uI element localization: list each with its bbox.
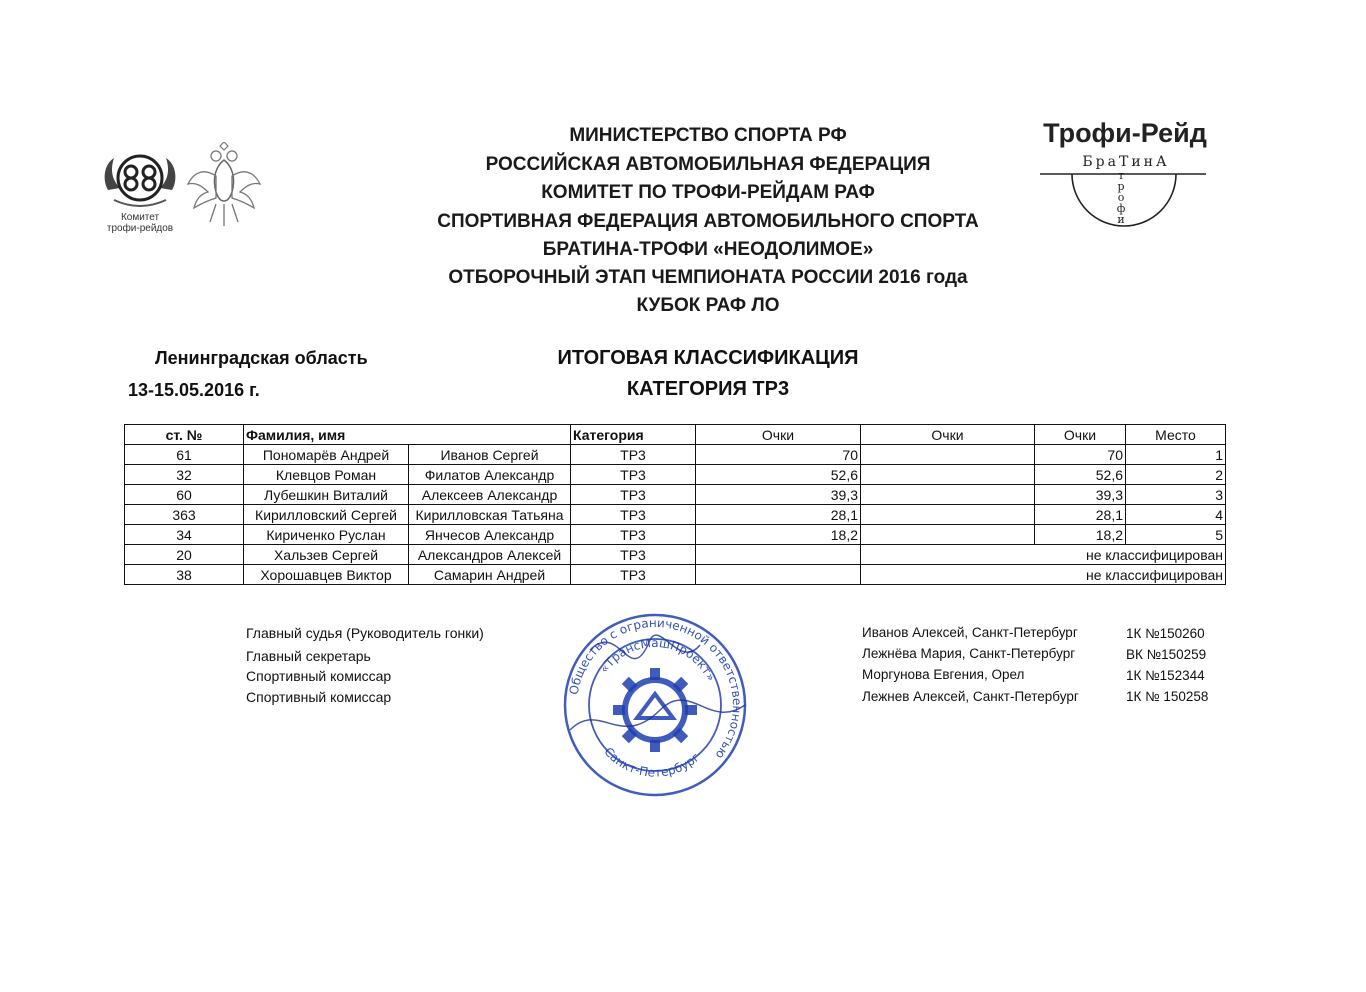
committee-caption: Комитет трофи-рейдов — [106, 212, 174, 234]
cell-navigator: Кирилловская Татьяна — [409, 505, 571, 525]
cell-points-2 — [861, 485, 1035, 505]
cell-points-3: 39,3 — [1035, 485, 1126, 505]
official-license: 1К №152344 — [1126, 668, 1205, 683]
cell-driver: Пономарёв Андрей — [244, 445, 409, 465]
cell-category: ТР3 — [571, 565, 696, 585]
cell-navigator: Самарин Андрей — [409, 565, 571, 585]
official-name: Иванов Алексей, Санкт-Петербург — [862, 625, 1078, 640]
committee-logo — [100, 150, 180, 212]
cell-place: 4 — [1126, 505, 1226, 525]
cell-num: 60 — [125, 485, 244, 505]
table-row — [125, 445, 1226, 465]
results-title: ИТОГОВАЯ КЛАССИФИКАЦИЯ — [557, 347, 859, 369]
table-row — [125, 465, 1226, 485]
cell-place: 2 — [1126, 465, 1226, 485]
region-label: Ленинградская область — [155, 348, 368, 368]
cell-points-1 — [696, 545, 861, 565]
official-name: Лежнев Алексей, Санкт-Петербург — [862, 689, 1079, 704]
cell-driver: Хорошавцев Виктор — [244, 565, 409, 585]
cell-navigator: Алексеев Александр — [409, 485, 571, 505]
results-table — [124, 424, 1226, 585]
cell-category: ТР3 — [571, 545, 696, 565]
cell-status: не классифицирован — [861, 565, 1226, 585]
cell-place: 1 — [1126, 445, 1226, 465]
cell-category: ТР3 — [571, 445, 696, 465]
cell-num: 20 — [125, 545, 244, 565]
cell-navigator: Александров Алексей — [409, 545, 571, 565]
col-header-points-1: Очки — [696, 425, 861, 445]
table-row — [125, 525, 1226, 545]
header-line-federation: РОССИЙСКАЯ АВТОМОБИЛЬНАЯ ФЕДЕРАЦИЯ — [485, 154, 931, 175]
table-row — [125, 505, 1226, 525]
cell-place: 3 — [1126, 485, 1226, 505]
header-line-ministry: МИНИСТЕРСТВО СПОРТА РФ — [569, 125, 847, 146]
col-header-points-2: Очки — [861, 425, 1035, 445]
table-row — [125, 485, 1226, 505]
cell-driver: Хальзев Сергей — [244, 545, 409, 565]
stamp-city-text: Санкт-Петербург — [601, 744, 703, 780]
category-title: КАТЕГОРИЯ ТР3 — [626, 378, 790, 400]
header-line-committee: КОМИТЕТ ПО ТРОФИ-РЕЙДАМ РАФ — [541, 182, 875, 203]
cell-points-1: 28,1 — [696, 505, 861, 525]
cell-points-2 — [861, 465, 1035, 485]
official-role: Главный секретарь — [246, 648, 371, 664]
eagle-emblem-icon — [186, 142, 262, 230]
cell-navigator: Филатов Александр — [409, 465, 571, 485]
trophy-raid-title: Трофи-Рейд — [1043, 118, 1207, 148]
cell-points-3: 28,1 — [1035, 505, 1126, 525]
col-header-name: Фамилия, имя — [244, 425, 571, 445]
cell-points-1: 52,6 — [696, 465, 861, 485]
cell-category: ТР3 — [571, 465, 696, 485]
cell-driver: Кирилловский Сергей — [244, 505, 409, 525]
cell-num: 363 — [125, 505, 244, 525]
company-stamp — [560, 610, 750, 800]
cell-category: ТР3 — [571, 485, 696, 505]
cell-points-2 — [861, 445, 1035, 465]
cell-place: 5 — [1126, 525, 1226, 545]
header-line-event: БРАТИНА-ТРОФИ «НЕОДОЛИМОЕ» — [542, 239, 874, 260]
bratina-vertical-text: трофи — [1116, 169, 1126, 226]
cell-points-1: 18,2 — [696, 525, 861, 545]
cell-category: ТР3 — [571, 525, 696, 545]
table-header-row — [125, 425, 1226, 445]
col-header-num: ст. № — [125, 425, 244, 445]
cell-num: 38 — [125, 565, 244, 585]
table-row-unclassified — [125, 565, 1226, 585]
cell-points-1 — [696, 565, 861, 585]
cell-points-2 — [861, 525, 1035, 545]
col-header-place: Место — [1126, 425, 1226, 445]
cell-num: 32 — [125, 465, 244, 485]
cell-num: 34 — [125, 525, 244, 545]
stamp-outer-text: Общество с ограниченной ответственностью — [566, 615, 745, 762]
cell-navigator: Иванов Сергей — [409, 445, 571, 465]
col-header-points-3: Очки — [1035, 425, 1126, 445]
header-line-cup: КУБОК РАФ ЛО — [636, 295, 780, 316]
cell-driver: Клевцов Роман — [244, 465, 409, 485]
bratina-wordmark: БраТинА — [1082, 154, 1170, 170]
cell-points-3: 70 — [1035, 445, 1126, 465]
official-license: ВК №150259 — [1126, 647, 1207, 662]
cell-points-3: 52,6 — [1035, 465, 1126, 485]
cell-navigator: Янчесов Александр — [409, 525, 571, 545]
cell-points-2 — [861, 505, 1035, 525]
official-role: Главный судья (Руководитель гонки) — [246, 625, 484, 641]
cell-points-1: 70 — [696, 445, 861, 465]
cell-driver: Лубешкин Виталий — [244, 485, 409, 505]
cell-status: не классифицирован — [861, 545, 1226, 565]
header-line-championship: ОТБОРОЧНЫЙ ЭТАП ЧЕМПИОНАТА РОССИИ 2016 года — [448, 267, 968, 288]
cell-points-1: 39,3 — [696, 485, 861, 505]
cell-num: 61 — [125, 445, 244, 465]
official-license: 1К № 150258 — [1126, 689, 1209, 704]
cell-category: ТР3 — [571, 505, 696, 525]
stamp-inner-text: «ТрансМашПроект» — [597, 635, 719, 684]
official-name: Моргунова Евгения, Орел — [862, 667, 1025, 682]
table-row-unclassified — [125, 545, 1226, 565]
official-license: 1К №150260 — [1126, 626, 1205, 641]
official-role: Спортивный комиссар — [246, 668, 392, 684]
col-header-category: Категория — [571, 425, 696, 445]
cell-driver: Кириченко Руслан — [244, 525, 409, 545]
header-line-sport-federation: СПОРТИВНАЯ ФЕДЕРАЦИЯ АВТОМОБИЛЬНОГО СПОРТА — [437, 211, 979, 232]
official-name: Лежнёва Мария, Санкт-Петербург — [862, 646, 1076, 661]
official-role: Спортивный комиссар — [246, 689, 392, 705]
cell-points-3: 18,2 — [1035, 525, 1126, 545]
dates-label: 13-15.05.2016 г. — [128, 380, 260, 400]
